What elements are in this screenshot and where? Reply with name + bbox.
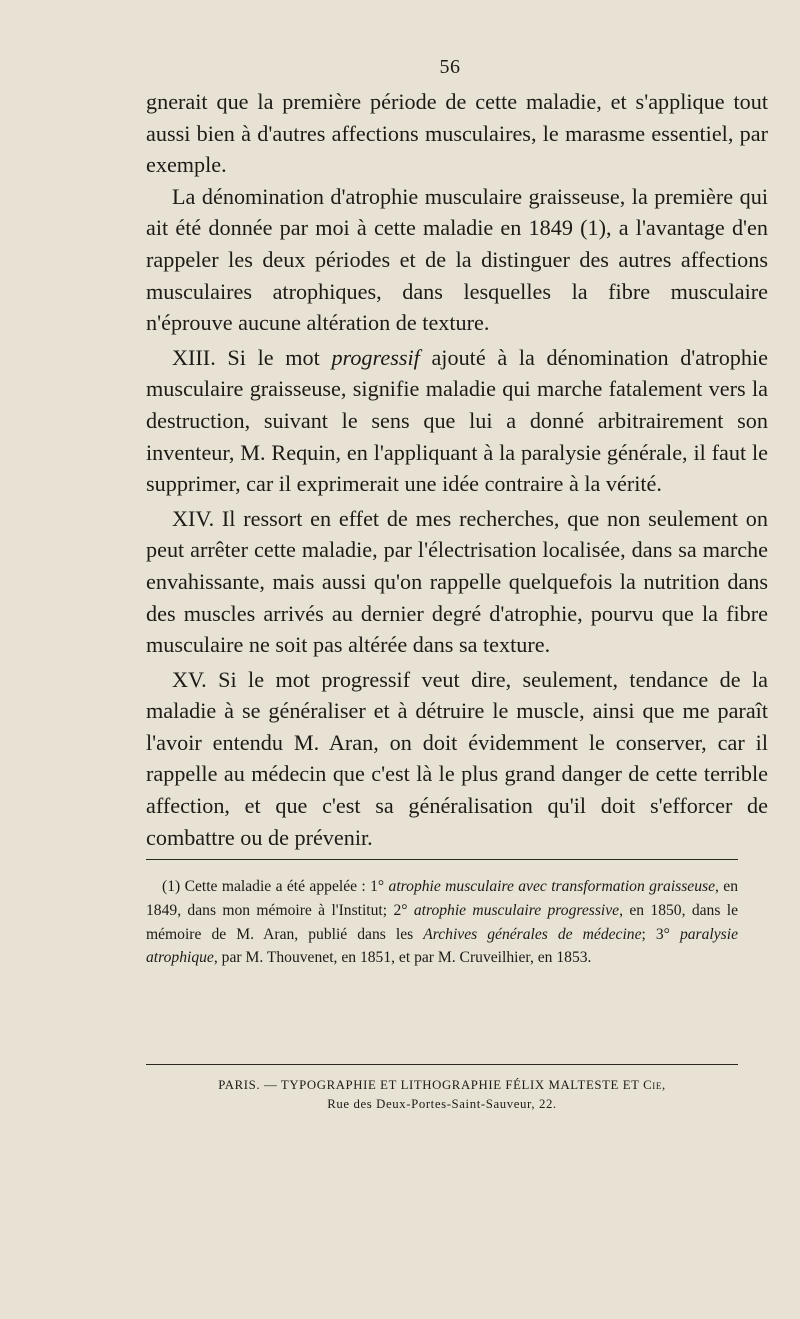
footnote-term-2: atrophie musculaire progressive: [413, 901, 620, 919]
imprint-printer: PARIS. — TYPOGRAPHIE ET LITHOGRAPHIE FÉLIX MALTESTE ET Cie,: [218, 1078, 666, 1092]
paragraph-xv: XV. Si le mot progressif veut dire, seulement, tendance de la maladie à se généraliser et à détruire le muscle, ainsi que me paraît l'avoir entendu M. Aran, on doit évidemment le conserver, car il rappelle au médecin que c'est là le plus grand danger de cette terrible affection, et que c'est sa généralisation qu'il doit s'efforcer de combattre ou de prévenir.: [146, 666, 768, 850]
footnote-term-1: atrophie musculaire avec transformation graisseuse: [388, 878, 715, 895]
paragraph-xiii-rest: ajouté à la dénomination d'atrophie musculaire graisseuse, signifie maladie qui marche fatalement vers la destruction, suivant le sens que lui a donné arbitrairement son inventeur, M. Requin, en l'appliquant à la paralysie générale, il faut le supprimer, car il exprimerait une idée contraire à la vérité.: [146, 344, 768, 497]
paragraph-xiii-italic-word: progressif: [331, 344, 420, 370]
paragraph-xiii-start: XIII. Si le mot: [172, 344, 332, 370]
paragraph-continuation: gnerait que la première période de cette maladie, et s'applique tout aussi bien à d'autres affections musculaires, le marasme essentiel, par exemple.: [146, 89, 768, 178]
imprint-address: Rue des Deux-Portes-Saint-Sauveur, 22.: [327, 1097, 557, 1111]
footnote-journal: Archives générales de médecine: [423, 925, 642, 943]
imprint-divider: [146, 1064, 738, 1065]
printer-imprint: [146, 1076, 738, 1114]
page-number: 56: [439, 56, 461, 78]
paragraph-xiv: XIV. Il ressort en effet de mes recherches, que non seulement on peut arrêter cette maladie, par l'électrisation localisée, dans sa marche envahissante, mais aussi qu'on rappelle quelquefois la nutrition dans des muscles arrivés au dernier degré d'atrophie, pourvu que la fibre musculaire ne soit pas altérée dans sa texture.: [146, 505, 768, 658]
footnote-text-2: , en 1849, dans mon mémoire à l'Institut; 2°: [146, 878, 738, 919]
footnote-term-3: paralysie atrophique: [146, 925, 738, 967]
body-text: [146, 86, 768, 853]
paragraph-xiii: [146, 342, 768, 500]
footnote-divider: [146, 859, 738, 860]
footnote-text-5: , par M. Thouvenet, en 1851, et par M. Cruveilhier, en 1853.: [213, 949, 592, 967]
footnote-text-3: , en 1850, dans le mémoire de M. Aran, publié dans les: [146, 901, 738, 943]
footnote: [146, 875, 738, 970]
footnote-marker: (1): [162, 878, 181, 895]
footnote-text-4: ; 3°: [641, 925, 680, 943]
footnote-text-1: Cette maladie a été appelée : 1°: [180, 878, 389, 895]
paragraph-denomination: La dénomination d'atrophie musculaire graisseuse, la première qui ait été donnée par moi à cette maladie en 1849 (1), a l'avantage d'en rappeler les deux périodes et de la distinguer des autres affections musculaires atrophiques, dans lesquelles la fibre musculaire n'éprouve aucune altération de texture.: [146, 183, 768, 336]
